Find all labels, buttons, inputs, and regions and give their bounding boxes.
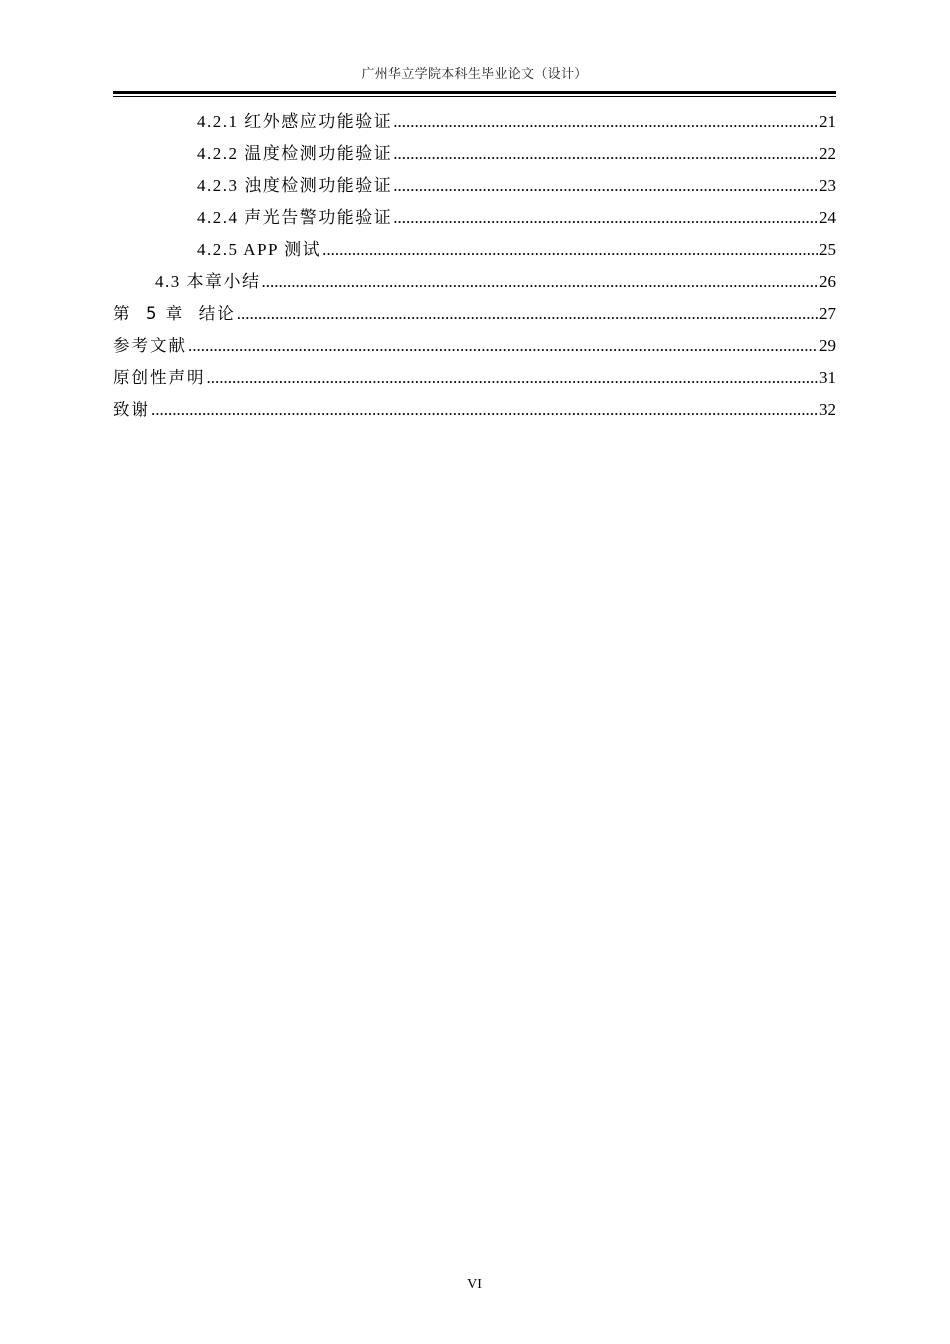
toc-entry-originality-statement[interactable] [113,359,836,391]
toc-entry-4-2-1[interactable] [113,103,836,135]
toc-entry-acknowledgements[interactable] [113,391,836,423]
dot-leader [393,205,818,231]
dot-leader [237,301,818,327]
toc-entry-4-2-2[interactable] [113,135,836,167]
dot-leader [322,237,818,263]
toc-entry-label: 原创性声明 [113,368,206,387]
toc-entry-label: 致谢 [113,400,150,419]
toc-entry-label: 4.2.5 APP 测试 [197,240,322,259]
toc-entry-4-3[interactable] [113,263,836,295]
toc-entry-page: 22 [819,144,836,163]
toc-entry-label: 4.2.1 红外感应功能验证 [197,112,393,131]
dot-leader [207,365,819,391]
toc-entry-page: 24 [819,208,836,227]
toc-entry-label: 第 5 章 结论 [113,304,236,323]
toc-entry-page: 26 [819,272,836,291]
toc-entry-label: 4.3 本章小结 [155,272,261,291]
dot-leader [151,397,818,423]
dot-leader [188,333,818,359]
toc-entry-label: 参考文献 [113,336,187,355]
toc-entry-4-2-4[interactable] [113,199,836,231]
toc-entry-label: 4.2.3 浊度检测功能验证 [197,176,393,195]
toc-entry-page: 23 [819,176,836,195]
toc-entry-page: 29 [819,336,836,355]
toc-entry-page: 27 [819,304,836,323]
dot-leader [393,109,818,135]
table-of-contents [113,103,836,423]
toc-entry-page: 32 [819,400,836,419]
toc-entry-chapter-5[interactable] [113,295,836,327]
toc-entry-label: 4.2.4 声光告警功能验证 [197,208,393,227]
page-number: VI [467,1277,482,1292]
header-rule-thick [113,91,836,94]
toc-entry-references[interactable] [113,327,836,359]
toc-entry-4-2-3[interactable] [113,167,836,199]
dot-leader [393,141,818,167]
toc-entry-page: 21 [819,112,836,131]
toc-entry-4-2-5[interactable] [113,231,836,263]
running-header: 广州华立学院本科生毕业论文（设计） [361,66,588,81]
toc-entry-label: 4.2.2 温度检测功能验证 [197,144,393,163]
header-rule-thin [113,96,836,97]
toc-entry-page: 25 [819,240,836,259]
dot-leader [262,269,819,295]
toc-entry-page: 31 [819,368,836,387]
dot-leader [393,173,818,199]
